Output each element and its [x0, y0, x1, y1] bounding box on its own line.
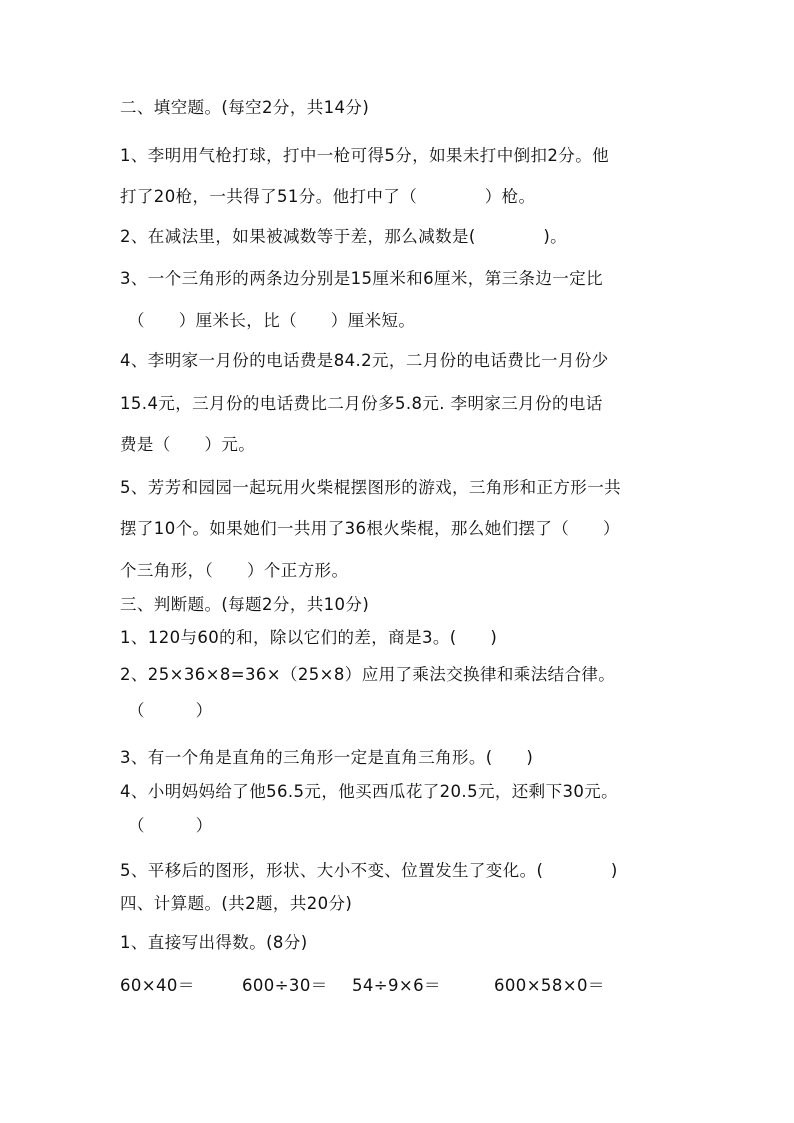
judge-q2-line2: （ ）: [128, 701, 213, 720]
judge-q2-line1: 2、25×36×8=36×（25×8）应用了乘法交换律和乘法结合律。: [120, 665, 616, 684]
fill-q5-line3: 个三角形，（ ）个正方形。: [120, 561, 349, 580]
fill-q5-line1: 5、芳芳和园园一起玩用火柴棍摆图形的游戏，三角形和正方形一共: [120, 478, 621, 497]
judge-q4-line1: 4、小明妈妈给了他56.5元，他买西瓜花了20.5元，还剩下30元。: [120, 782, 619, 801]
fill-q1-line2: 打了20枪，一共得了51分。他打中了（ ）枪。: [120, 187, 536, 206]
judge-q3: 3、有一个角是直角的三角形一定是直角三角形。( ): [120, 748, 534, 767]
calc-item: 54÷9×6＝: [352, 976, 441, 995]
fill-q1-line1: 1、李明用气枪打球，打中一枪可得5分，如果未打中倒扣2分。他: [120, 146, 609, 165]
fill-q4-line2: 15.4元，三月份的电话费比二月份多5.8元. 李明家三月份的电话: [120, 394, 603, 413]
judge-q5: 5、平移后的图形，形状、大小不变、位置发生了变化。( ): [120, 861, 618, 880]
fill-q3-line2: （ ）厘米长，比（ ）厘米短。: [128, 311, 416, 330]
calc-item: 60×40＝: [120, 976, 195, 995]
fill-q3-line1: 3、一个三角形的两条边分别是15厘米和6厘米，第三条边一定比: [120, 269, 603, 288]
calc-q1-title: 1、直接写出得数。(8分): [120, 933, 308, 952]
fill-section-heading: 二、填空题。(每空2分，共14分): [120, 98, 370, 117]
calc-q1-items: [0, 975, 794, 999]
fill-q4-line1: 4、李明家一月份的电话费是84.2元，二月份的电话费比一月份少: [120, 351, 609, 370]
judge-q1: 1、120与60的和，除以它们的差，商是3。( ): [120, 628, 498, 647]
judge-q4-line2: （ ）: [128, 816, 213, 835]
fill-q5-line2: 摆了10个。如果她们一共用了36根火柴棍，那么她们摆了（ ）: [120, 519, 620, 538]
judge-section-heading: 三、判断题。(每题2分，共10分): [120, 595, 370, 614]
fill-q4-line3: 费是（ ）元。: [120, 435, 256, 454]
calc-section-heading: 四、计算题。(共2题，共20分): [120, 894, 353, 913]
fill-q2-line1: 2、在减法里，如果被减数等于差，那么减数是( )。: [120, 227, 568, 246]
calc-item: 600÷30＝: [242, 976, 328, 995]
calc-item: 600×58×0＝: [494, 976, 605, 995]
